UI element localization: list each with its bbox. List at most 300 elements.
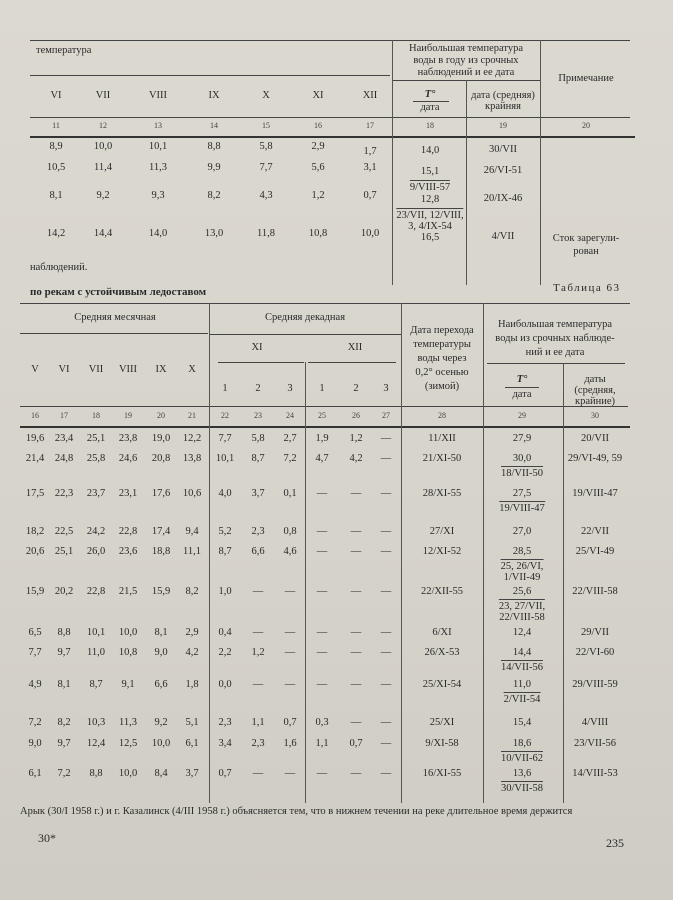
cell-monthly: 6,6 [154,679,168,690]
cell-max-temp: 14,4 [512,647,532,658]
cell-decadal: 3,4 [218,738,232,749]
cell-transition-date: 12/XI-52 [422,546,462,557]
page-mark: 30* [38,831,56,845]
column-number: 21 [188,411,196,420]
cell-monthly: 24,2 [86,526,106,537]
cell-decadal: — [316,546,328,557]
cell-decadal: 4,2 [349,453,363,464]
header-line: Наибольшая температура [409,43,523,54]
cell-monthly: 10,6 [182,488,202,499]
cell-transition-date: 9/XI-58 [425,738,459,749]
cell-max-temp-date: 25, 26/VI, [500,561,544,572]
cell-max-temp: 27,5 [512,488,532,499]
rule [540,40,541,285]
cell-monthly: 22,3 [54,488,74,499]
page-number: 235 [606,836,624,850]
cell-value: 8,9 [49,141,63,152]
cell-max-temp: 27,0 [512,526,532,537]
cell-transition-date: 25/XI-54 [422,679,462,690]
header-line: Наибольшая температура [498,319,612,330]
cell-decadal: 4,6 [283,546,297,557]
cell-monthly: 20,8 [151,453,171,464]
header-line: воды через [417,353,467,364]
column-number: 15 [262,121,270,130]
column-number: 19 [499,121,507,130]
column-number: 24 [286,411,294,420]
header-dec-xi: XI [251,342,263,353]
cell-date: 19/VIII-47 [572,488,618,499]
header-line: наблюдений и ее дата [417,67,515,78]
cell-value: 1,7 [363,146,377,157]
cell-monthly: 23,8 [118,433,138,444]
cell-monthly: 8,2 [185,586,199,597]
cell-decadal: — [380,647,392,658]
cell-date: 22/VIII-58 [572,586,618,597]
cell-monthly: 9,4 [185,526,199,537]
cell-decadal: — [380,433,392,444]
month-header: VII [88,364,104,375]
cell-monthly: 22,5 [54,526,74,537]
cell-value: 10,8 [308,228,328,239]
rule [20,426,630,428]
cell-monthly: 20,6 [25,546,45,557]
cell-monthly: 10,3 [86,717,106,728]
cell-monthly: 12,5 [118,738,138,749]
cell-value: 14,2 [46,228,66,239]
month-header: XII [362,90,378,101]
cell-value: 11,4 [94,162,112,173]
cell-monthly: 5,1 [185,717,199,728]
cell-monthly: 9,7 [57,738,71,749]
cell-monthly: 2,9 [185,627,199,638]
header-line: Дата перехода [410,325,474,336]
cell-decadal: 1,6 [283,738,297,749]
table-label: Таблица 63 [553,282,621,294]
rule [401,303,402,803]
cell-monthly: 9,7 [57,647,71,658]
cell-monthly: 24,6 [118,453,138,464]
header-note: Примечание [558,73,614,84]
cell-monthly: 22,8 [118,526,138,537]
cell-monthly: 25,8 [86,453,106,464]
rule [20,303,630,304]
cell-decadal: 2,7 [283,433,297,444]
cell-value: 1,2 [311,190,325,201]
column-number: 19 [124,411,132,420]
column-number: 23 [254,411,262,420]
cell-transition-date: 25/XI [429,717,455,728]
header-max [495,318,614,360]
cell-monthly: 18,8 [151,546,171,557]
cell-date: 20/VII [581,433,609,444]
cell-monthly: 8,7 [89,679,103,690]
cell-decadal: — [350,526,362,537]
column-number: 25 [318,411,326,420]
cell-monthly: 21,5 [118,586,138,597]
cell-monthly: 13,8 [182,453,202,464]
cell-transition-date: 21/XI-50 [422,453,462,464]
cell-decadal: — [350,768,362,779]
rule [483,303,484,803]
cell-decadal: 0,7 [283,717,297,728]
sub-dates [574,374,615,407]
header-dec-xii: XII [347,342,363,353]
cell-decadal: — [284,586,296,597]
cell-decadal: — [350,717,362,728]
cell-decadal: 1,1 [315,738,329,749]
cell-note: Сток зарегули- [552,233,620,244]
cell-note: рован [573,246,599,257]
cell-value: 10,0 [93,141,113,152]
cell-monthly: 8,1 [154,627,168,638]
cell-decadal: 0,7 [349,738,363,749]
cell-decadal: — [316,679,328,690]
column-number: 14 [210,121,218,130]
cell-max-temp: 15,4 [512,717,532,728]
cell-monthly: 9,0 [28,738,42,749]
cell-monthly: 11,3 [119,717,137,728]
cell-monthly: 23,4 [54,433,74,444]
cell-max-temp-date: 30/VII-58 [501,783,543,794]
cell-monthly: 10,0 [118,627,138,638]
cell-decadal: — [350,627,362,638]
cell-max-temp-date: 14/VII-56 [501,662,543,673]
cell-decadal: 7,7 [218,433,232,444]
month-header: VIII [118,364,138,375]
rule [209,303,210,803]
column-number: 22 [221,411,229,420]
month-header: X [188,364,196,375]
header-line: крайняя [485,101,521,112]
cell-monthly: 25,1 [86,433,106,444]
cell-decadal: — [316,586,328,597]
cell-monthly: 8,2 [57,717,71,728]
cell-monthly: 12,2 [182,433,202,444]
cell-date: 20/IX-46 [483,193,523,204]
column-number: 20 [582,121,590,130]
rule [30,136,635,138]
cell-monthly: 10,0 [118,768,138,779]
month-header: IX [155,364,167,375]
cell-monthly: 21,4 [25,453,45,464]
column-number: 30 [591,411,599,420]
header-temperature: температура [36,45,92,56]
cell-monthly: 10,8 [118,647,138,658]
cell-monthly: 23,1 [118,488,138,499]
column-number: 11 [52,121,60,130]
cell-value: 7,7 [259,162,273,173]
cell-value: 14,0 [148,228,168,239]
column-number: 16 [314,121,322,130]
cell-decadal: 4,7 [315,453,329,464]
cell-max-temp-date: 23, 27/VII, [498,601,546,612]
cell-decadal: 1,9 [315,433,329,444]
cell-decadal: — [316,768,328,779]
cell-date: 23/VII-56 [574,738,616,749]
cell-value: 10,0 [360,228,380,239]
column-number: 13 [154,121,162,130]
cell-decadal: — [380,546,392,557]
cell-decadal: — [380,586,392,597]
cell-value: 11,8 [257,228,275,239]
header-line: (зимой) [424,381,460,392]
cell-monthly: 7,2 [57,768,71,779]
cell-monthly: 9,0 [154,647,168,658]
cell-monthly: 8,8 [89,768,103,779]
sub-t-date: дата [420,102,440,113]
cell-monthly: 17,4 [151,526,171,537]
cell-max-temp: 12,8 [420,194,440,205]
cell-transition-date: 26/X-53 [424,647,460,658]
rule [308,362,396,363]
cell-date: 26/VI-51 [483,165,523,176]
cell-date: 29/VIII-59 [572,679,618,690]
cell-decadal: 4,0 [218,488,232,499]
cell-decadal: — [284,627,296,638]
cell-date: 22/VII [581,526,609,537]
cell-monthly: 18,2 [25,526,45,537]
cell-monthly: 23,7 [86,488,106,499]
cell-monthly: 11,0 [87,647,105,658]
column-number: 12 [99,121,107,130]
cell-decadal: — [284,647,296,658]
cell-monthly: 15,9 [25,586,45,597]
cell-max-temp-date: 9/VIII-57 [409,182,451,193]
cell-monthly: 4,2 [185,647,199,658]
header-transition [410,324,473,394]
header-line: температуры [413,339,471,350]
rule [30,75,390,76]
cell-max-temp-date: 10/VII-62 [501,753,543,764]
cell-decadal: 8,7 [251,453,265,464]
decade-header: 2 [353,383,359,394]
cell-decadal: — [380,627,392,638]
cell-value: 10,1 [148,141,168,152]
column-number: 26 [352,411,360,420]
cell-decadal: 2,2 [218,647,232,658]
cell-max-temp: 18,6 [512,738,532,749]
cell-monthly: 23,6 [118,546,138,557]
column-number: 17 [366,121,374,130]
header-monthly: Средняя месячная [74,312,156,323]
cell-decadal: 0,3 [315,717,329,728]
header-line: воды в году из срочных [413,55,519,66]
cell-transition-date: 22/XII-55 [421,586,463,597]
cell-value: 13,0 [204,228,224,239]
month-header: VIII [148,90,168,101]
cell-max-temp: 27,9 [512,433,532,444]
cell-value: 11,3 [149,162,167,173]
column-number: 20 [157,411,165,420]
cell-decadal: 7,2 [283,453,297,464]
sub-t-date: дата [512,389,532,400]
cell-transition-date: 16/XI-55 [422,768,462,779]
cell-decadal: — [252,768,264,779]
cell-date: 30/VII [489,144,517,155]
cell-decadal: — [380,679,392,690]
rule [210,334,402,335]
cell-max-temp: 25,6 [512,586,532,597]
cell-decadal: 5,2 [218,526,232,537]
cell-max-temp: 16,5 [420,232,440,243]
cell-max-temp: 30,0 [512,453,532,464]
rule [505,387,539,388]
cell-monthly: 19,6 [25,433,45,444]
cell-decadal: — [350,647,362,658]
sub-t: T° [424,89,436,100]
month-header: IX [208,90,220,101]
rule [392,40,393,285]
rule [218,362,304,363]
cell-max-temp: 13,6 [512,768,532,779]
header-max-temp [409,43,523,79]
decade-header: 2 [255,383,261,394]
cell-max-temp-date: 2/VII-54 [503,694,541,705]
cell-date: 25/VI-49 [575,546,615,557]
cell-max-temp-date: 19/VIII-47 [499,503,545,514]
cell-max-temp: 12,4 [512,627,532,638]
cell-monthly: 20,2 [54,586,74,597]
header-line: дата (средняя) [471,90,535,101]
column-number: 27 [382,411,390,420]
cell-decadal: 0,4 [218,627,232,638]
cell-decadal: 1,2 [349,433,363,444]
cell-decadal: 0,0 [218,679,232,690]
month-header: V [31,364,39,375]
rule [563,363,564,803]
column-number: 17 [60,411,68,420]
cell-value: 2,9 [311,141,325,152]
cell-decadal: — [380,453,392,464]
cell-max-temp: 14,0 [420,145,440,156]
cell-monthly: 8,4 [154,768,168,779]
cell-monthly: 24,8 [54,453,74,464]
cell-value: 9,2 [96,190,110,201]
cell-value: 9,9 [207,162,221,173]
cell-monthly: 8,8 [57,627,71,638]
cell-decadal: — [316,526,328,537]
header-decadal: Средняя декадная [264,312,346,323]
cell-decadal: — [350,679,362,690]
section-title: по рекам с устойчивым ледоставом [30,286,207,298]
cell-decadal: — [380,488,392,499]
cell-monthly: 6,1 [28,768,42,779]
cell-decadal: 2,3 [251,526,265,537]
cell-decadal: 1,0 [218,586,232,597]
rule [466,80,467,285]
cell-decadal: — [252,586,264,597]
cell-decadal: — [284,768,296,779]
rule [20,333,208,334]
cell-decadal: — [380,768,392,779]
cell-decadal: — [350,586,362,597]
cell-decadal: 2,3 [251,738,265,749]
cell-monthly: 4,9 [28,679,42,690]
cell-monthly: 17,6 [151,488,171,499]
cell-transition-date: 6/XI [432,627,452,638]
cell-decadal: 1,2 [251,647,265,658]
cell-value: 10,5 [46,162,66,173]
decade-header: 3 [287,383,293,394]
cell-max-temp-date: 23/VII, 12/VIII, [396,210,464,221]
cell-decadal: — [316,488,328,499]
rule [487,363,625,364]
cell-value: 8,1 [49,190,63,201]
cell-value: 5,8 [259,141,273,152]
cell-value: 8,8 [207,141,221,152]
cell-monthly: 10,0 [151,738,171,749]
cell-value: 0,7 [363,190,377,201]
decade-header: 3 [383,383,389,394]
cell-value: 3,1 [363,162,377,173]
header-line: даты [584,374,606,385]
rule [20,406,628,407]
cell-value: 5,6 [311,162,325,173]
rule [305,362,306,803]
decade-header: 1 [319,383,325,394]
cell-max-temp-date: 22/VIII-58 [499,612,545,623]
column-number: 18 [92,411,100,420]
cell-value: 14,4 [93,228,113,239]
cell-decadal: 0,1 [283,488,297,499]
footer-text: Арык (30/I 1958 г.) и г. Казалинск (4/III 1958 г.) объясняется тем, что в нижнем течении на реке длительное время держится [20,806,573,817]
cell-transition-date: 28/XI-55 [422,488,462,499]
cell-date: 14/VIII-53 [572,768,618,779]
decade-header: 1 [222,383,228,394]
cell-date: 22/VI-60 [575,647,615,658]
cell-transition-date: 11/XII [428,433,456,444]
cell-max-temp: 11,0 [513,679,531,690]
cell-monthly: 7,2 [28,717,42,728]
cell-transition-date: 27/XI [429,526,455,537]
footer-note: наблюдений. [30,262,88,273]
cell-max-temp-date: 3, 4/IX-54 [408,221,452,232]
cell-monthly: 3,7 [185,768,199,779]
month-header: VI [58,364,70,375]
cell-decadal: — [316,627,328,638]
cell-monthly: 10,1 [86,627,106,638]
cell-monthly: 9,2 [154,717,168,728]
cell-monthly: 17,5 [25,488,45,499]
cell-monthly: 1,8 [185,679,199,690]
cell-decadal: — [252,627,264,638]
cell-decadal: — [380,717,392,728]
cell-monthly: 8,1 [57,679,71,690]
cell-monthly: 7,7 [28,647,42,658]
sub-date-avg [471,90,535,112]
cell-decadal: 0,7 [218,768,232,779]
cell-monthly: 22,8 [86,586,106,597]
cell-date: 29/VI-49, 59 [567,453,623,464]
cell-decadal: 10,1 [215,453,235,464]
cell-decadal: 3,7 [251,488,265,499]
cell-monthly: 25,1 [54,546,74,557]
cell-max-temp-date: 18/VII-50 [501,468,543,479]
cell-decadal: — [350,546,362,557]
column-number: 16 [31,411,39,420]
cell-monthly: 9,1 [121,679,135,690]
cell-decadal: — [350,488,362,499]
cell-decadal: 2,3 [218,717,232,728]
cell-date: 29/VII [581,627,609,638]
cell-max-temp: 28,5 [512,546,532,557]
column-number: 28 [438,411,446,420]
cell-max-temp: 15,1 [420,166,440,177]
cell-date: 4/VIII [581,717,609,728]
cell-decadal: — [284,679,296,690]
cell-monthly: 6,1 [185,738,199,749]
header-line: 0,2° осенью [415,367,469,378]
